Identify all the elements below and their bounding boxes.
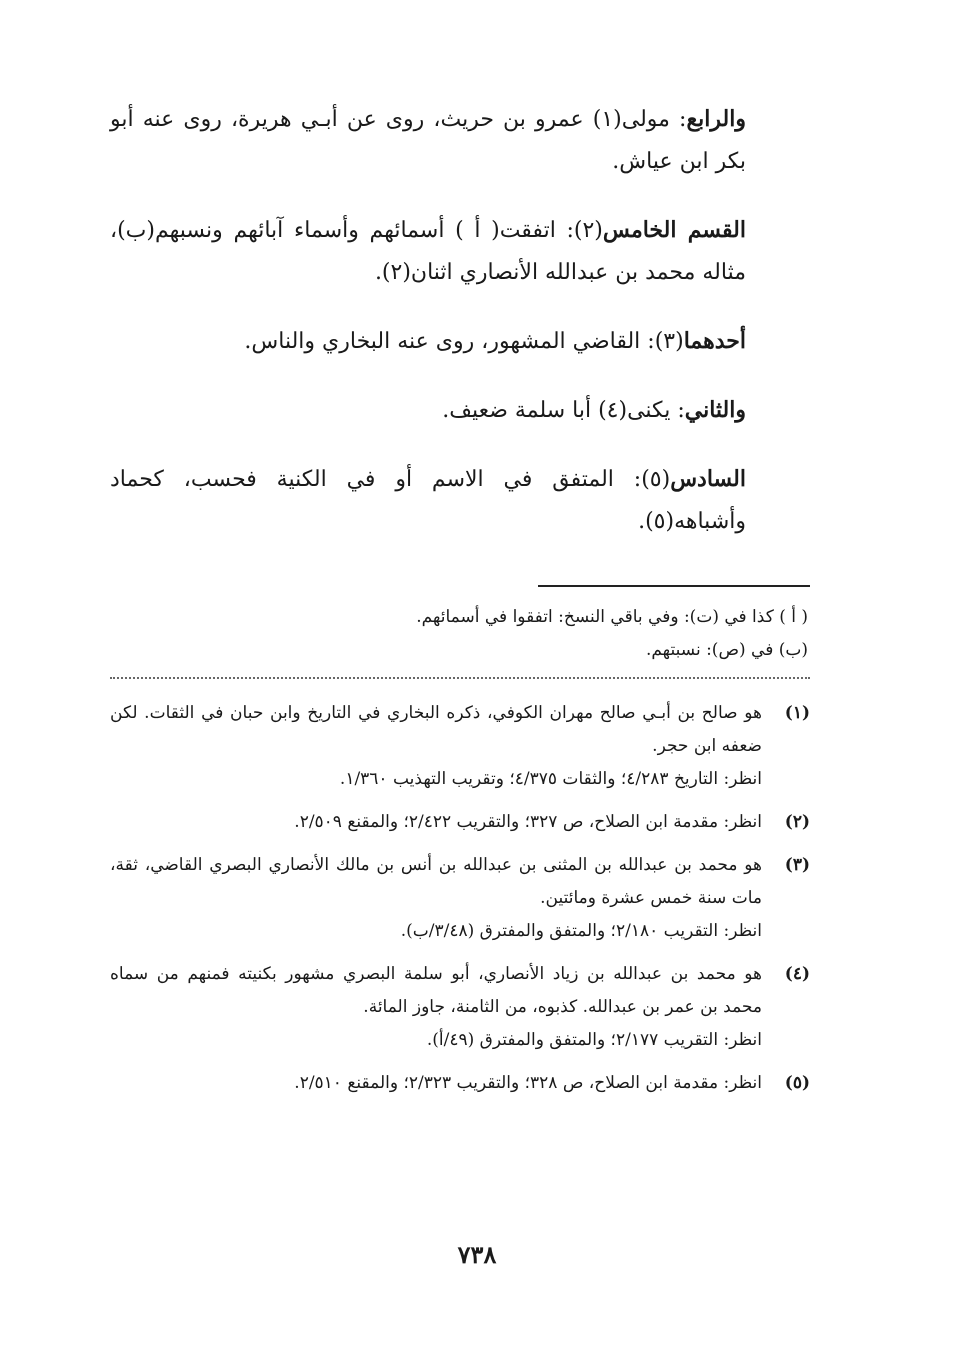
paragraph-text: : مولى(١) عمرو بن حريث، روى عن أبـي هريرة، روى عنه أبو بكر ابن عياش. xyxy=(110,107,746,174)
footnote-line: هو محمد بن عبدالله بن المثنى بن عبدالله بن أنس بن مالك الأنصاري البصري القاضي، ثقة، مات سنة خمس عشرة ومائتين. xyxy=(110,855,762,908)
paragraph-second xyxy=(110,389,810,432)
paragraph-text: (٢): اتفقت( أ ) أسمائهم وأسماء آبائهم ونسبهم(ب)، مثاله محمد بن عبدالله الأنصاري اثنان(٢). xyxy=(110,218,746,285)
footnote-3 xyxy=(110,849,810,948)
footnote-2 xyxy=(110,806,810,839)
paragraph-label: القسم الخامس xyxy=(602,217,746,243)
page-number: ٧٣٨ xyxy=(457,1240,497,1269)
paragraph-label: أحدهما xyxy=(683,328,746,354)
paragraph-first-of-them xyxy=(110,320,810,363)
footnote-line: هو صالح بن أبـي صالح مهران الكوفي، ذكره البخاري في التاريخ وابن حبان في الثقات. لكن ضعفه ابن حجر. xyxy=(110,703,762,756)
paragraph-label: السادس xyxy=(670,466,746,492)
footnote-body xyxy=(110,958,762,1057)
paragraph-label: والثاني xyxy=(684,397,746,423)
footnote-body xyxy=(110,806,762,839)
paragraph-fourth xyxy=(110,98,810,183)
footnote-line: انظر: مقدمة ابن الصلاح، ص ٣٢٨؛ والتقريب ٢/٣٢٣؛ والمقنع ٢/٥١٠. xyxy=(294,1073,762,1093)
page-content xyxy=(110,98,810,1110)
footnote-4 xyxy=(110,958,810,1057)
dotted-separator xyxy=(110,677,810,679)
footnote-number: (٥) xyxy=(784,1073,810,1093)
footnote-number: (٢) xyxy=(784,812,810,832)
paragraph-text: : يكنى(٤) أبا سلمة ضعيف. xyxy=(442,398,685,423)
footnote-1 xyxy=(110,697,810,796)
variant-note-b: (ب) في (ص): نسبتهم. xyxy=(645,640,808,660)
footnote-body xyxy=(110,1067,762,1100)
paragraph-text: (٣): القاضي المشهور، روى عنه البخاري والناس. xyxy=(244,329,684,354)
footnote-line: انظر: التقريب ٢/١٧٧؛ والمتفق والمفترق (٤٩/أ). xyxy=(426,1030,762,1050)
footnote-number: (٣) xyxy=(784,855,810,875)
footnote-body xyxy=(110,697,762,796)
paragraph-sixth xyxy=(110,458,810,543)
footnote-number: (٤) xyxy=(784,964,810,984)
variant-note-a: ( أ ) كذا في (ت): وفي باقي النسخ: اتفقوا في أسمائهم. xyxy=(416,607,808,627)
paragraph-text: (٥): المتفق في الاسم أو في الكنية فحسب، كحماد وأشباهه(٥). xyxy=(110,467,746,534)
footnote-line: انظر: مقدمة ابن الصلاح، ص ٣٢٧؛ والتقريب ٢/٤٢٢؛ والمقنع ٢/٥٠٩. xyxy=(294,812,762,832)
footnote-line: انظر: التاريخ ٤/٢٨٣؛ والثقات ٤/٣٧٥؛ وتقريب التهذيب ١/٣٦٠. xyxy=(339,769,762,789)
footnote-number: (١) xyxy=(784,703,810,723)
footnote-divider xyxy=(538,585,810,587)
paragraph-fifth-section xyxy=(110,209,810,294)
footnote-line: انظر: التقريب ٢/١٨٠؛ والمتفق والمفترق (٣/٤٨/ب). xyxy=(400,921,762,941)
footnote-5 xyxy=(110,1067,810,1100)
footnote-body xyxy=(110,849,762,948)
footnote-line: هو محمد بن عبدالله بن زياد الأنصاري، أبو سلمة البصري مشهور بكنيته فمنهم من سماه محمد بن عمر بن عبدالله. كذبوه، من الثامنة، جاوز المائة. xyxy=(110,964,762,1017)
paragraph-label: والرابع xyxy=(686,106,746,132)
